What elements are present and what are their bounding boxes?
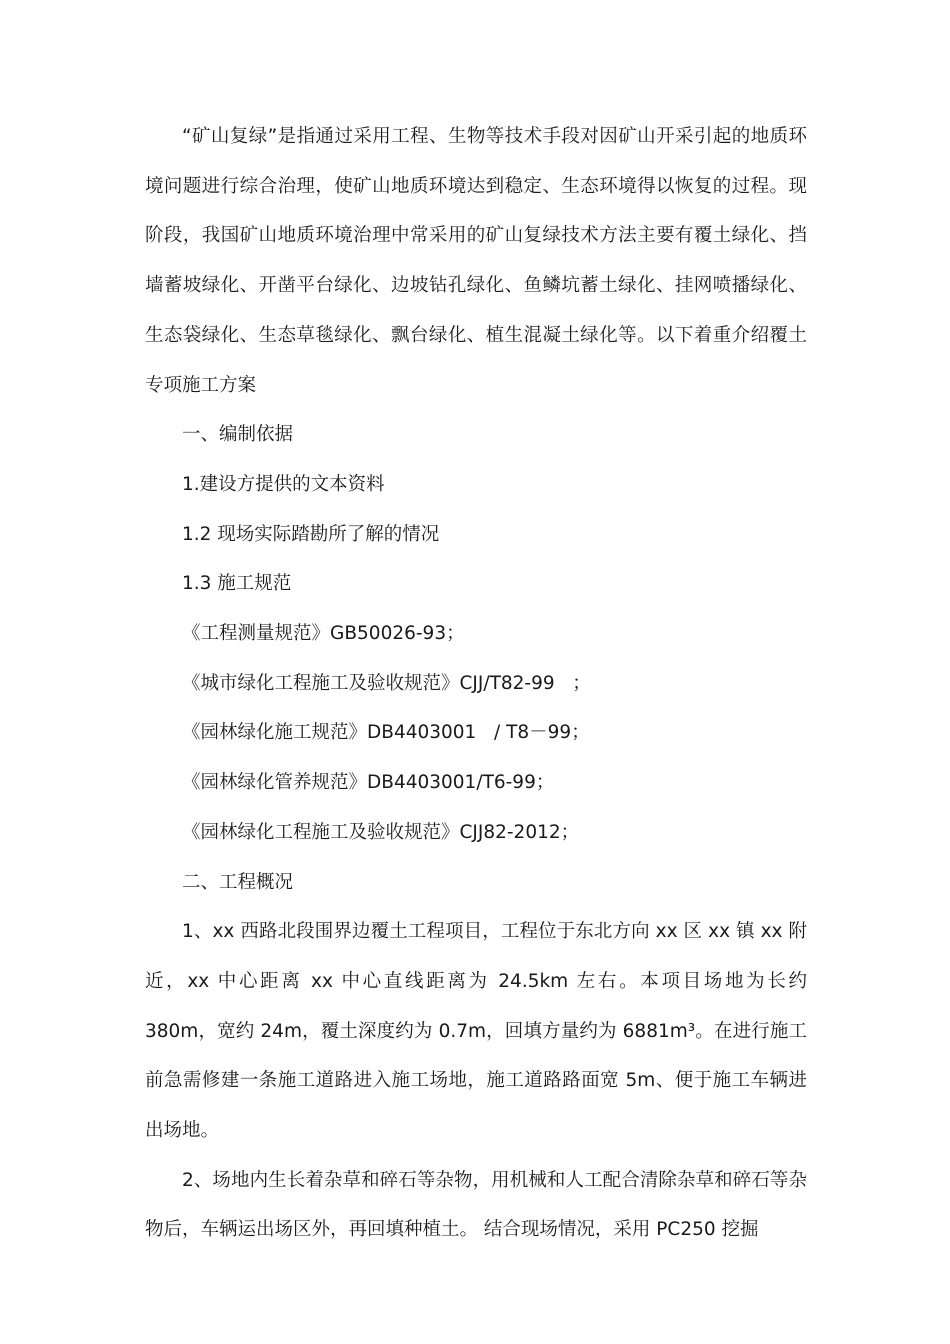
basis-item-1-3: 1.3 施工规范 <box>182 573 292 595</box>
standard-reference: 《园林绿化管养规范》DB4403001/T6-99； <box>182 772 555 794</box>
section-heading-basis: 一、编制依据 <box>182 424 294 446</box>
basis-item-1: 1.建设方提供的文本资料 <box>182 473 385 495</box>
standard-reference: 《工程测量规范》GB50026-93； <box>182 623 465 645</box>
document-body <box>145 112 807 1255</box>
section-heading-overview: 二、工程概况 <box>182 871 294 893</box>
standard-reference: 《园林绿化工程施工及验收规范》CJJ82-2012； <box>182 821 580 843</box>
overview-paragraph-2: 2、场地内生长着杂草和碎石等杂物，用机械和人工配合清除杂草和碎石等杂物后，车辆运出场区外，再回填种植土。 结合现场情况，采用 PC250 挖掘 <box>145 1169 807 1241</box>
basis-item-1-2: 1.2 现场实际踏勘所了解的情况 <box>182 523 440 545</box>
intro-paragraph: “矿山复绿”是指通过采用工程、生物等技术手段对因矿山开采引起的地质环境问题进行综合治理，使矿山地质环境达到稳定、生态环境得以恢复的过程。现阶段，我国矿山地质环境治理中常采用的矿山复绿技术方法主要有覆土绿化、挡墙蓄坡绿化、开凿平台绿化、边坡钻孔绿化、鱼鳞坑蓄土绿化、挂网喷播绿化、生态袋绿化、生态草毯绿化、飘台绿化、植生混凝土绿化等。以下着重介绍覆土专项施工方案 <box>145 126 807 396</box>
overview-paragraph-1: 1、xx 西路北段围界边覆土工程项目，工程位于东北方向 xx 区 xx 镇 xx 附近，xx 中心距离 xx 中心直线距离为 24.5km 左右。本项目场地为长约 380m，宽约 24m，覆土深度约为 0.7m，回填方量约为 6881m³。在进行施工前急需修建一条施工道路进入施工场地，施工道路路面宽 5m、便于施工车辆进出场地。 <box>145 921 807 1142</box>
standard-reference: 《城市绿化工程施工及验收规范》CJJ/T82-99 ； <box>182 672 591 694</box>
standard-reference: 《园林绿化施工规范》DB4403001 / T8－99； <box>182 722 590 744</box>
